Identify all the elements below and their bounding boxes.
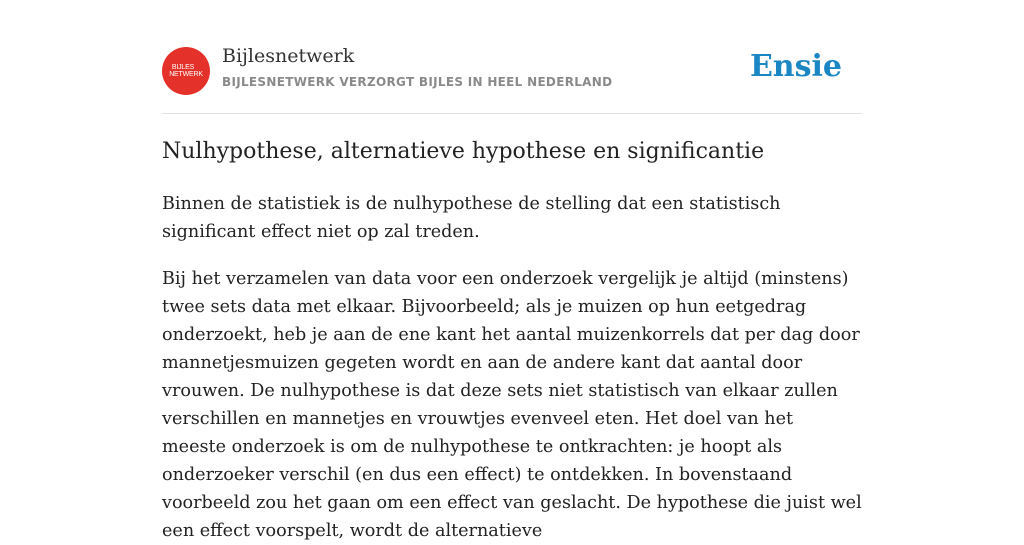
ensie-brand-link[interactable]: Ensie [749, 49, 842, 84]
article-title: Nulhypothese, alternatieve hypothese en significantie [162, 139, 765, 164]
article-paragraph-1: Binnen de statistiek is de nulhypothese de stelling dat een statistisch significant effect niet op zal treden. [162, 194, 781, 242]
header-divider [162, 113, 862, 114]
org-name[interactable]: Bijlesnetwerk [222, 45, 355, 67]
article-paragraph-2: Bij het verzamelen van data voor een onderzoek vergelijk je altijd (minstens) twee sets data met elkaar. Bijvoorbeeld; als je muizen op hun eetgedrag onderzoekt, heb je aan de ene kant het aantal muizenkorrels dat per dag door mannetjesmuizen gegeten wordt en aan de andere kant dat aantal door vrouwen. De nulhypothese is dat deze sets niet statistisch van elkaar zullen verschillen en mannetjes en vrouwtjes evenveel eten. Het doel van het meeste onderzoek is om de nulhypothese te ontkrachten: je hoopt als onderzoeker verschil (en dus een effect) te ontdekken. In bovenstaand voorbeeld zou het gaan om een effect van geslacht. De hypothese die juist wel een effect voorspelt, wordt de alternatieve [162, 269, 862, 541]
logo-text-line2: NETWERK [169, 71, 203, 78]
logo-text-line1: BIJLES [171, 64, 195, 71]
org-tagline: BIJLESNETWERK VERZORGT BIJLES IN HEEL NEDERLAND [222, 75, 613, 89]
bijlesnetwerk-logo[interactable] [162, 47, 210, 95]
header [162, 45, 862, 97]
